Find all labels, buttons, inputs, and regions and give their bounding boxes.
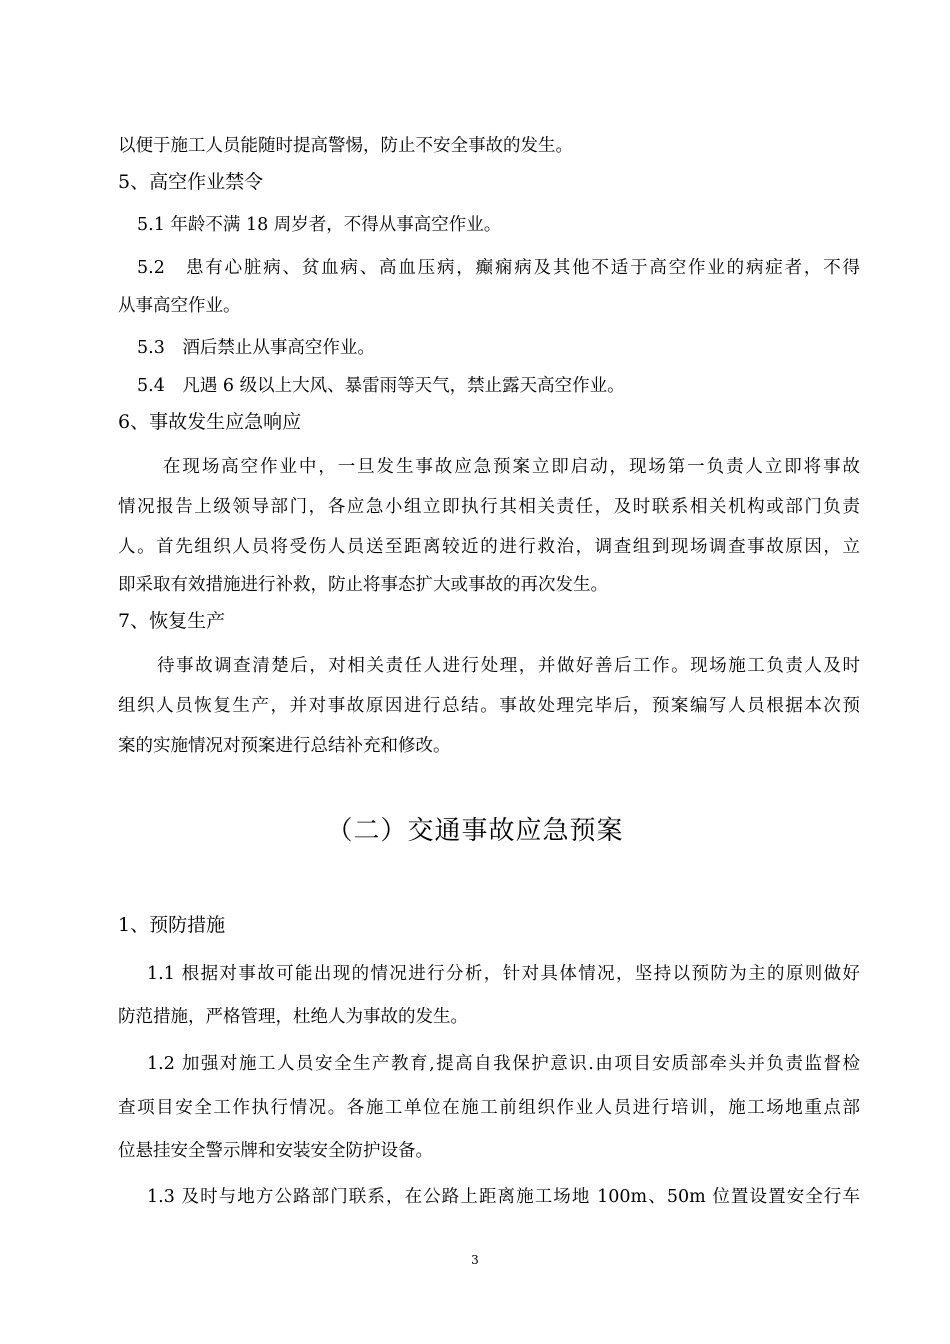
list-item-5-4: 5.4 凡遇 6 级以上大风、暴雷雨等天气，禁止露天高空作业。 — [137, 376, 625, 396]
list-item-1-1: 1.1 根据对事故可能出现的情况进行分析，针对具体情况，坚持以预防为主的原则做好 — [147, 964, 860, 984]
section-heading-7: 7、恢复生产 — [118, 610, 226, 632]
list-item-5-2: 5.2 患有心脏病、贫血病、高血压病，癫痫病及其他不适于高空作业的病症者，不得 — [137, 258, 860, 278]
paragraph-line: 在现场高空作业中，一旦发生事故应急预案立即启动，现场第一负责人立即将事故 — [163, 457, 860, 477]
paragraph-line: 情况报告上级领导部门，各应急小组立即执行其相关责任，及时联系相关机构或部门负责 — [118, 497, 860, 517]
paragraph-line: 组织人员恢复生产，并对事故原因进行总结。事故处理完毕后，预案编写人员根据本次预 — [118, 696, 860, 716]
paragraph-line: 以便于施工人员能随时提高警惕，防止不安全事故的发生。 — [118, 136, 573, 156]
paragraph-line: 防范措施，严格管理，杜绝人为事故的发生。 — [118, 1007, 468, 1027]
section-heading-1: 1、预防措施 — [118, 914, 226, 936]
paragraph-line: 从事高空作业。 — [118, 296, 241, 316]
paragraph-line: 人。首先组织人员将受伤人员送至距离较近的进行救治，调查组到现场调查事故原因，立 — [118, 537, 860, 557]
paragraph-line: 查项目安全工作执行情况。各施工单位在施工前组织作业人员进行培训，施工场地重点部 — [118, 1098, 860, 1118]
section-title: （二）交通事故应急预案 — [326, 816, 624, 846]
paragraph-line: 案的实施情况对预案进行总结补充和修改。 — [118, 736, 451, 756]
list-item-5-3: 5.3 酒后禁止从事高空作业。 — [137, 338, 375, 358]
list-item-5-1: 5.1 年龄不满 18 周岁者，不得从事高空作业。 — [137, 215, 502, 235]
page-number: 3 — [471, 1253, 479, 1267]
list-item-1-3: 1.3 及时与地方公路部门联系，在公路上距离施工场地 100m、50m 位置设置安全行车 — [147, 1187, 860, 1207]
section-heading-6: 6、事故发生应急响应 — [118, 411, 302, 433]
paragraph-line: 待事故调查清楚后，对相关责任人进行处理，并做好善后工作。现场施工负责人及时 — [157, 656, 860, 676]
paragraph-line: 即采取有效措施进行补救，防止将事态扩大或事故的再次发生。 — [118, 575, 608, 595]
paragraph-line: 位悬挂安全警示牌和安装安全防护设备。 — [118, 1141, 433, 1161]
list-item-1-2: 1.2 加强对施工人员安全生产教育,提高自我保护意识.由项目安质部牵头并负责监督检 — [147, 1054, 860, 1074]
section-heading-5: 5、高空作业禁令 — [118, 171, 264, 193]
